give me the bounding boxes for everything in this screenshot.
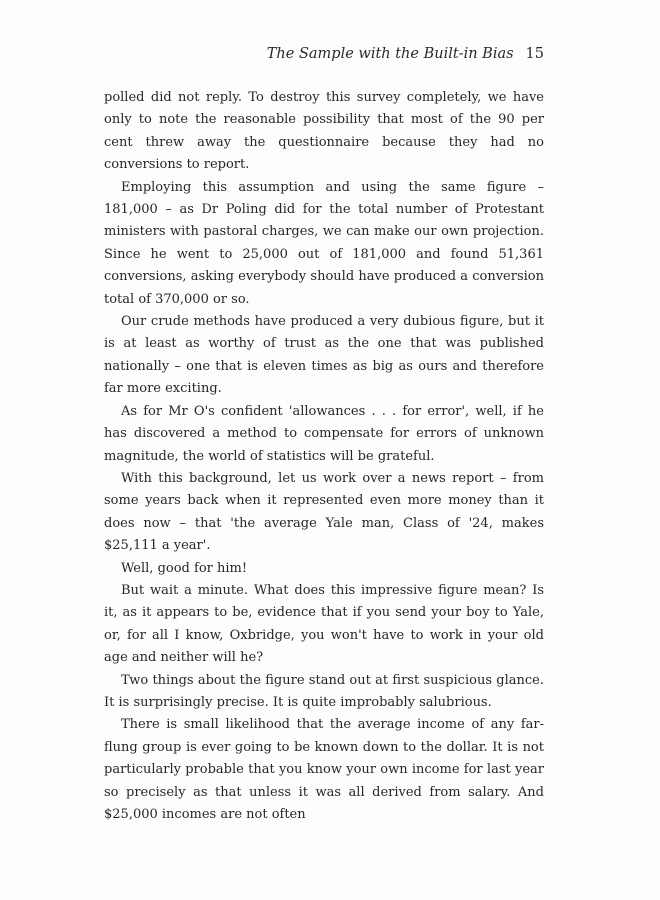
paragraph: polled did not reply. To destroy this survey completely, we have only to note the reasonable possibility that most of the 90 per cent threw away the questionnaire because they had no conversions to report. <box>104 90 544 173</box>
paragraph: With this background, let us work over a news report – from some years back when it represented even more money than it does now – that 'the average Yale man, Class of '24, makes $25,111 a year'. <box>104 470 544 554</box>
paragraph: Two things about the figure stand out at first suspicious glance. It is surprisingly precise. It is quite improbably salubrious. <box>104 672 544 710</box>
paragraph: As for Mr O's confident 'allowances . . . for error', well, if he has discovered a method to compensate for errors of unknown magnitude, the world of statistics will be grateful. <box>104 403 544 464</box>
paragraph: But wait a minute. What does this impressive figure mean? Is it, as it appears to be, evidence that if you send your boy to Yale, or, for all I know, Oxbridge, you won't have to work in your old age and neither will he? <box>104 582 544 666</box>
paragraph: Well, good for him! <box>121 560 248 576</box>
paragraph: Our crude methods have produced a very dubious figure, but it is at least as worthy of trust as the one that was published nationally – one that is eleven times as big as ours and therefore far more exciting. <box>104 314 544 397</box>
running-title: The Sample with the Built-in Bias <box>266 46 514 62</box>
paragraph: There is small likelihood that the average income of any far-flung group is ever going to be known down to the dollar. It is not particularly probable that you know your own income for last year so precisely as that unless it was all derived from salary. And $25,000 incomes are not often <box>104 717 544 822</box>
running-header <box>104 46 544 62</box>
body-text <box>104 87 544 826</box>
paragraph: Employing this assumption and using the same figure – 181,000 – as Dr Poling did for the total number of Protestant ministers with pastoral charges, we can make our own projection. Since he went to 25,000 out of 181,000 and found 51,361 conversions, asking everybody should have produced a conversion total of 370,000 or so. <box>104 179 544 307</box>
page-number: 15 <box>525 46 544 62</box>
